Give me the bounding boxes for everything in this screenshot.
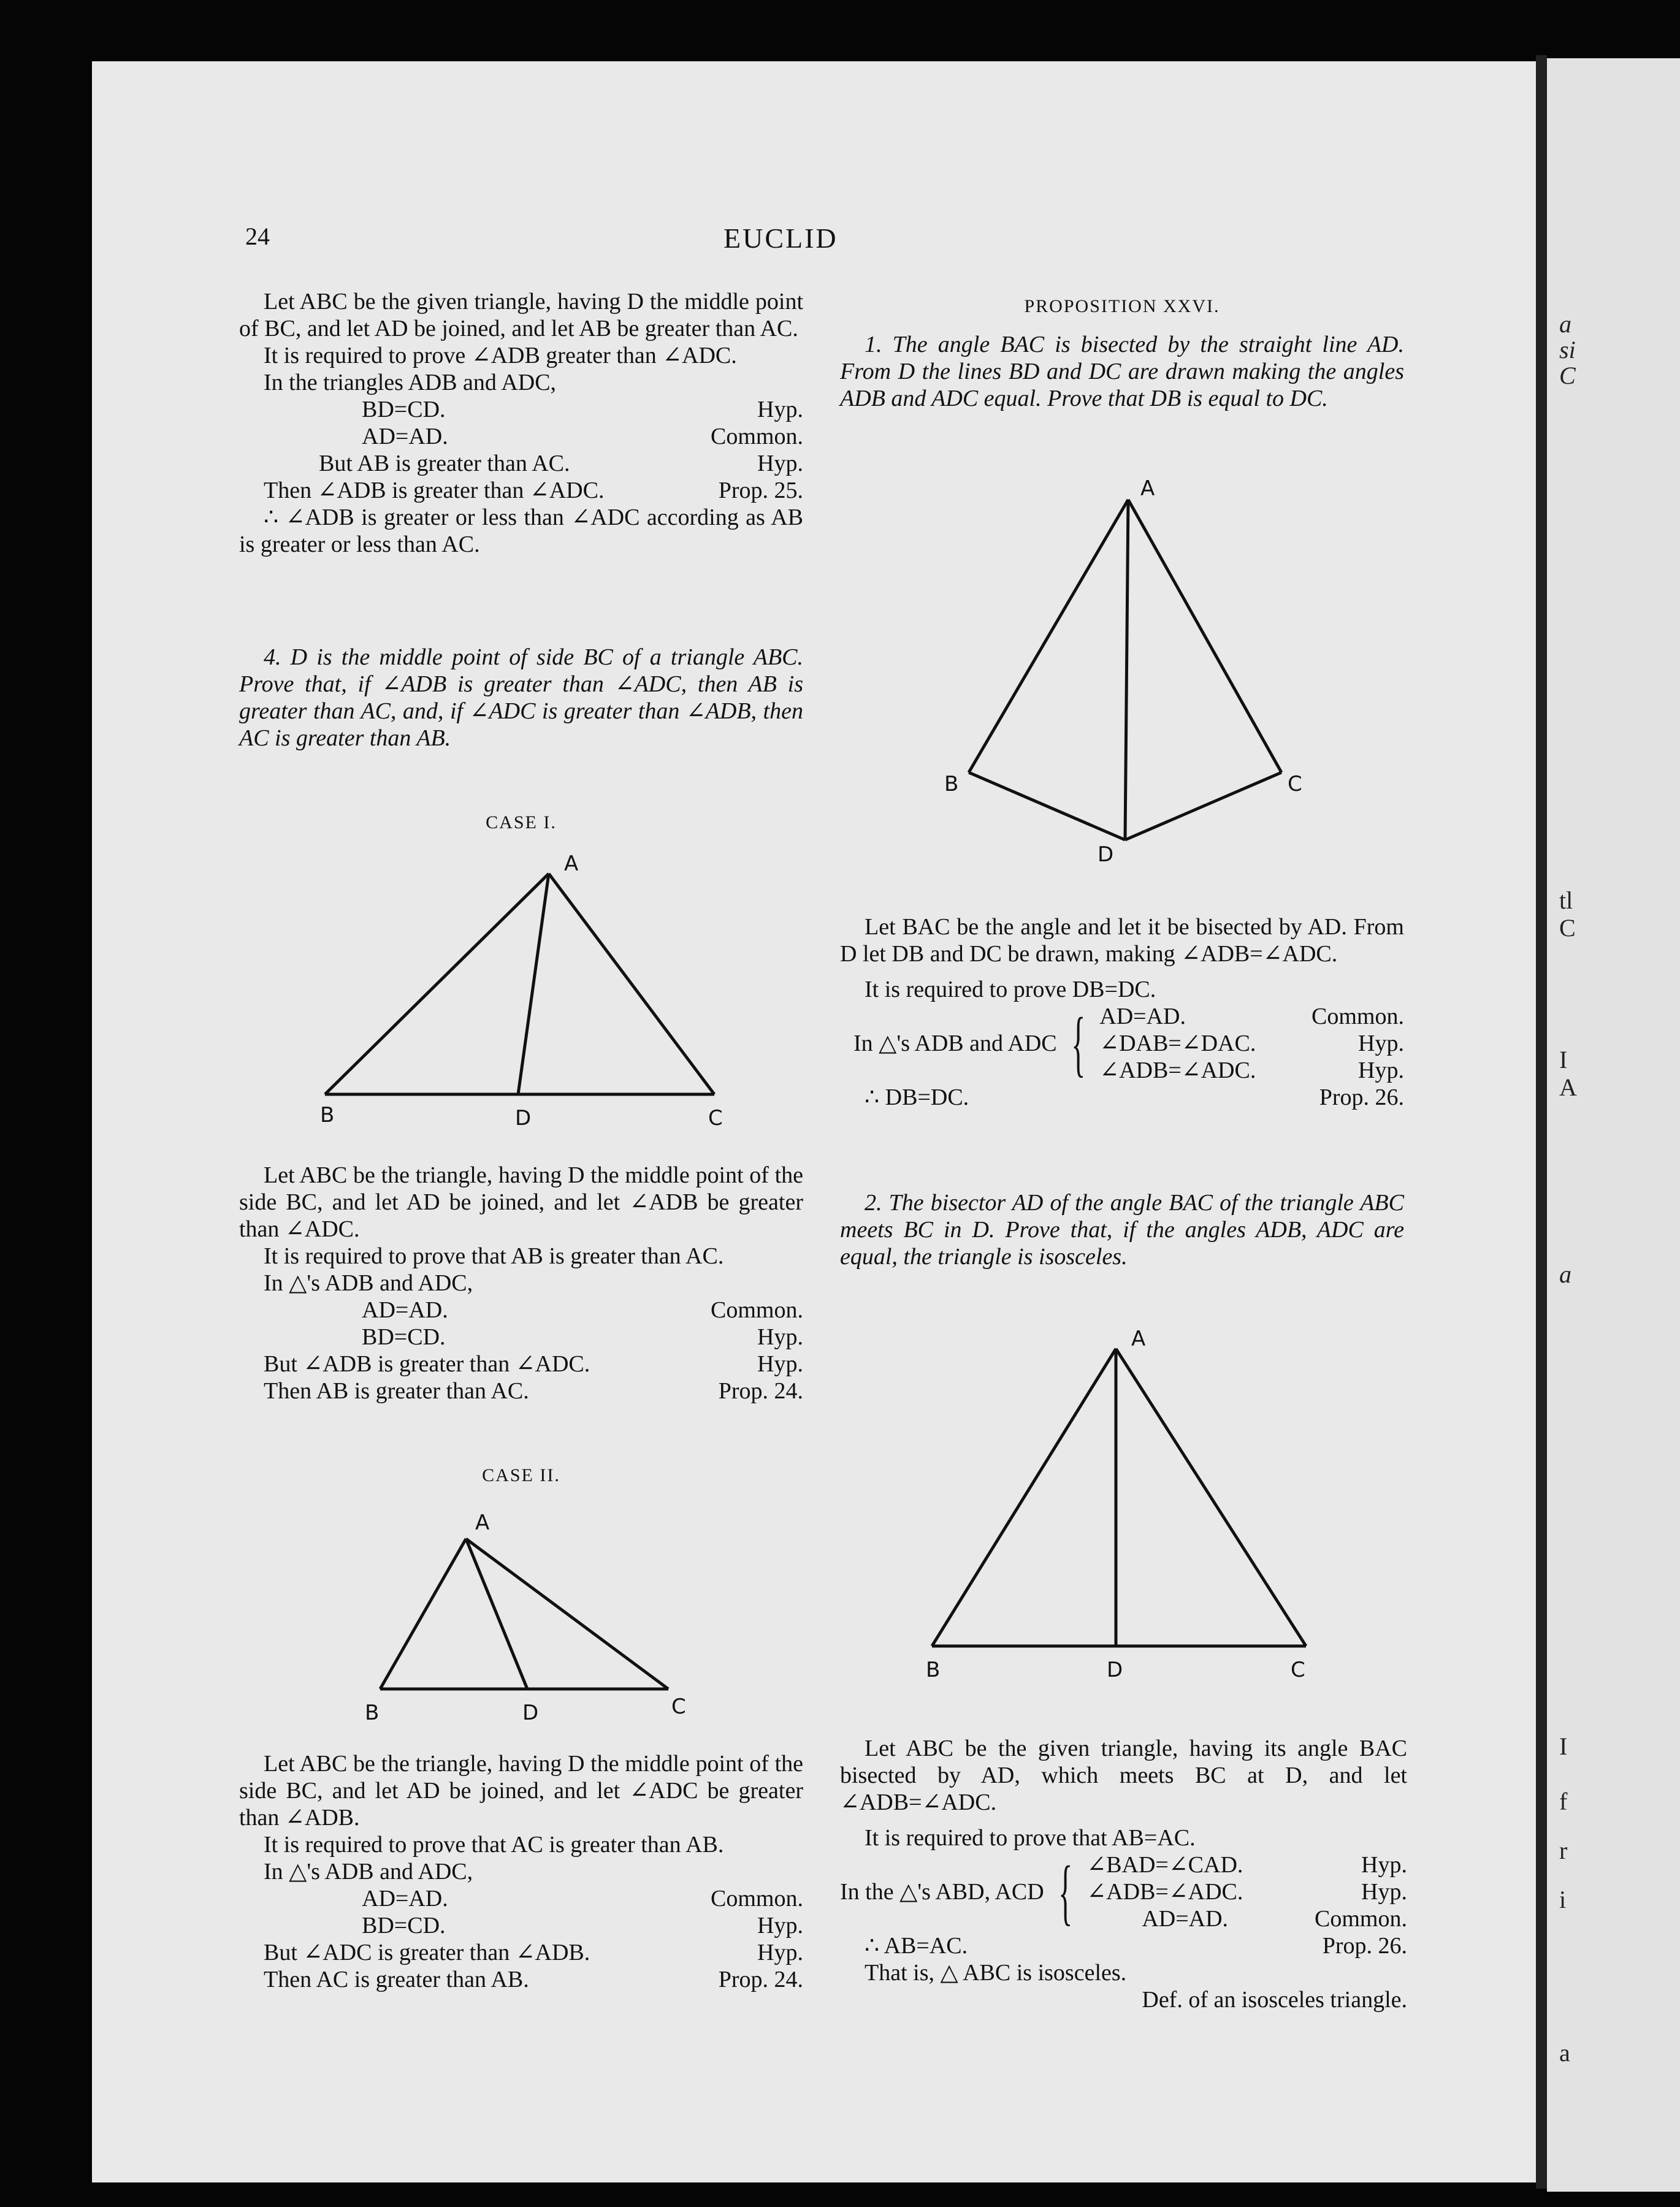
- vertex-label-d: D: [515, 1106, 532, 1130]
- brace-lines: [1086, 1851, 1407, 1932]
- exercise-1-proof: [840, 913, 1404, 1111]
- proof-step: ∠ADB=∠ADC. Hyp.: [1086, 1879, 1407, 1905]
- fragment-text: A: [1559, 1073, 1577, 1101]
- proof-step: Then AC is greater than AB. Prop. 24.: [264, 1967, 803, 1992]
- proposition-heading-wrap: [840, 293, 1404, 320]
- exercise-2-proof: [840, 1735, 1407, 2013]
- vertex-label-c: C: [671, 1694, 686, 1719]
- paragraph: In the triangles ADB and ADC,: [264, 370, 557, 395]
- fragment-text: C: [1559, 914, 1576, 942]
- fragment-text: si: [1559, 336, 1576, 364]
- exercise-2: [840, 1189, 1404, 1270]
- vertex-label-b: B: [320, 1103, 335, 1127]
- vertex-label-c: C: [708, 1106, 723, 1130]
- running-title: EUCLID: [724, 223, 838, 254]
- paragraph: It is required to prove DB=DC.: [865, 977, 1156, 1002]
- vertex-label-a: A: [1131, 1327, 1146, 1351]
- fragment-text: a: [1559, 310, 1571, 338]
- paragraph: Let ABC be the triangle, having D the middle point of the side BC, and let AD be joined, and let ∠ADC be greater than ∠ADB.: [239, 1751, 803, 1831]
- proof-step: Then AB is greater than AC. Prop. 24.: [264, 1378, 803, 1404]
- vertex-label-c: C: [1291, 1658, 1305, 1682]
- fragment-text: a: [1559, 1260, 1571, 1288]
- vertex-label-b: B: [365, 1701, 380, 1725]
- paragraph: In △'s ADB and ADC,: [264, 1859, 473, 1885]
- case-2-figure: [356, 1502, 699, 1729]
- paragraph: Let BAC be the angle and let it be bisected by AD. From D let DB and DC be drawn, making ∠ADB=∠ADC.: [840, 914, 1404, 967]
- exercise-2-figure: [914, 1318, 1355, 1698]
- proof-step: AD=AD. Common.: [362, 1297, 803, 1323]
- paragraph: In △'s ADB and ADC,: [264, 1270, 473, 1296]
- proof-step: ∠BAD=∠CAD. Hyp.: [1086, 1852, 1407, 1878]
- fragment-text: C: [1559, 362, 1576, 389]
- case-2-proof: [239, 1750, 803, 1993]
- paragraph: It is required to prove that AB is greater than AC.: [264, 1243, 724, 1269]
- conclusion: ∴ ∠ADB is greater or less than ∠ADC according as AB is greater or less than AC.: [239, 505, 803, 557]
- vertex-label-d: D: [522, 1701, 539, 1725]
- fragment-text: a: [1559, 2039, 1570, 2067]
- paragraph: Let ABC be the given triangle, having its angle BAC bisected by AD, which meets BC at D, and let ∠ADB=∠ADC.: [840, 1736, 1407, 1815]
- proof-step: BD=CD. Hyp.: [362, 1913, 803, 1938]
- conclusion: ∴ AB=AC. Prop. 26.: [865, 1933, 1407, 1959]
- conclusion: ∴ DB=DC. Prop. 26.: [865, 1084, 1404, 1110]
- paragraph: It is required to prove that AB=AC.: [865, 1825, 1196, 1851]
- proof-step: AD=AD. Common.: [1099, 1004, 1404, 1029]
- exercise-statement: 2. The bisector AD of the angle BAC of the triangle ABC meets BC in D. Prove that, if the angles ADB, ADC are equal, the triangle is isosceles.: [840, 1190, 1404, 1270]
- case-1-heading-wrap: [239, 809, 803, 836]
- proof-step: BD=CD. Hyp.: [362, 397, 803, 422]
- vertex-label-d: D: [1107, 1658, 1123, 1682]
- paragraph: Let ABC be the given triangle, having D the middle point of BC, and let AD be joined, and let AB be greater than AC.: [239, 289, 803, 341]
- brace-glyph: {: [1071, 1002, 1085, 1084]
- proposition-heading: PROPOSITION XXVI.: [1024, 296, 1220, 316]
- vertex-label-a: A: [475, 1511, 490, 1535]
- proof-step: ∠ADB=∠ADC. Hyp.: [1099, 1058, 1404, 1083]
- fragment-text: f: [1559, 1788, 1568, 1815]
- vertex-label-b: B: [926, 1658, 941, 1682]
- case-1-figure: [307, 852, 748, 1134]
- intro-proof: [239, 288, 803, 558]
- case-1-proof: [239, 1162, 803, 1405]
- brace-prefix: In △'s ADB and ADC: [853, 1031, 1057, 1056]
- reference: Def. of an isosceles triangle.: [1142, 1987, 1407, 2013]
- paragraph: It is required to prove that AC is greater than AB.: [264, 1832, 724, 1858]
- proof-step: But AB is greater than AC. Hyp.: [319, 451, 803, 476]
- exercise-1-figure: [920, 472, 1349, 871]
- proof-step: AD=AD. Common.: [1142, 1906, 1407, 1932]
- exercise-1: [840, 331, 1404, 412]
- vertex-label-a: A: [564, 852, 579, 876]
- paragraph: Let ABC be the triangle, having D the middle point of the side BC, and let AD be joined, and let ∠ADB be greater than ∠ADC.: [239, 1162, 803, 1242]
- case-2-heading-wrap: [239, 1462, 803, 1489]
- vertex-label-d: D: [1098, 842, 1114, 867]
- page-number: 24: [245, 223, 270, 250]
- proof-step: But ∠ADC is greater than ∠ADB. Hyp.: [264, 1940, 803, 1965]
- proof-step: BD=CD. Hyp.: [362, 1324, 803, 1350]
- book-gutter: [1536, 55, 1547, 2189]
- fragment-text: i: [1559, 1886, 1567, 1913]
- fragment-text: I: [1559, 1046, 1568, 1073]
- brace-glyph: {: [1058, 1851, 1073, 1932]
- case-heading: CASE I.: [486, 812, 557, 833]
- vertex-label-a: A: [1140, 476, 1155, 501]
- proof-step: But ∠ADB is greater than ∠ADC. Hyp.: [264, 1351, 803, 1377]
- paragraph: That is, △ ABC is isosceles.: [865, 1960, 1127, 1986]
- vertex-label-b: B: [944, 772, 959, 796]
- fragment-text: r: [1559, 1837, 1568, 1864]
- exercise-statement: 1. The angle BAC is bisected by the straight line AD. From D the lines BD and DC are drawn making the angles ADB and ADC equal. Prove that DB is equal to DC.: [840, 332, 1404, 411]
- proof-step: AD=AD. Common.: [362, 424, 803, 449]
- exercise-statement: 4. D is the middle point of side BC of a triangle ABC. Prove that, if ∠ADB is greater than ∠ADC, then AB is greater than AC, and, if ∠ADC is greater than ∠ADB, then AC is greater than AB.: [239, 644, 803, 751]
- paragraph: It is required to prove ∠ADB greater than ∠ADC.: [264, 343, 737, 368]
- proof-step: ∠DAB=∠DAC. Hyp.: [1099, 1031, 1404, 1056]
- fragment-text: tl: [1559, 886, 1573, 914]
- exercise-4: [239, 644, 803, 752]
- adjacent-page-fragment: [1547, 58, 1680, 2192]
- brace-proof: [840, 1003, 1404, 1084]
- brace-proof: [840, 1851, 1407, 1932]
- vertex-label-c: C: [1288, 772, 1302, 796]
- proof-step: AD=AD. Common.: [362, 1886, 803, 1912]
- brace-prefix: In the △'s ABD, ACD: [840, 1879, 1044, 1905]
- proof-step: Then ∠ADB is greater than ∠ADC. Prop. 25.: [264, 478, 803, 503]
- case-heading: CASE II.: [482, 1465, 560, 1485]
- fragment-text: I: [1559, 1732, 1568, 1760]
- brace-lines: [1099, 1003, 1404, 1084]
